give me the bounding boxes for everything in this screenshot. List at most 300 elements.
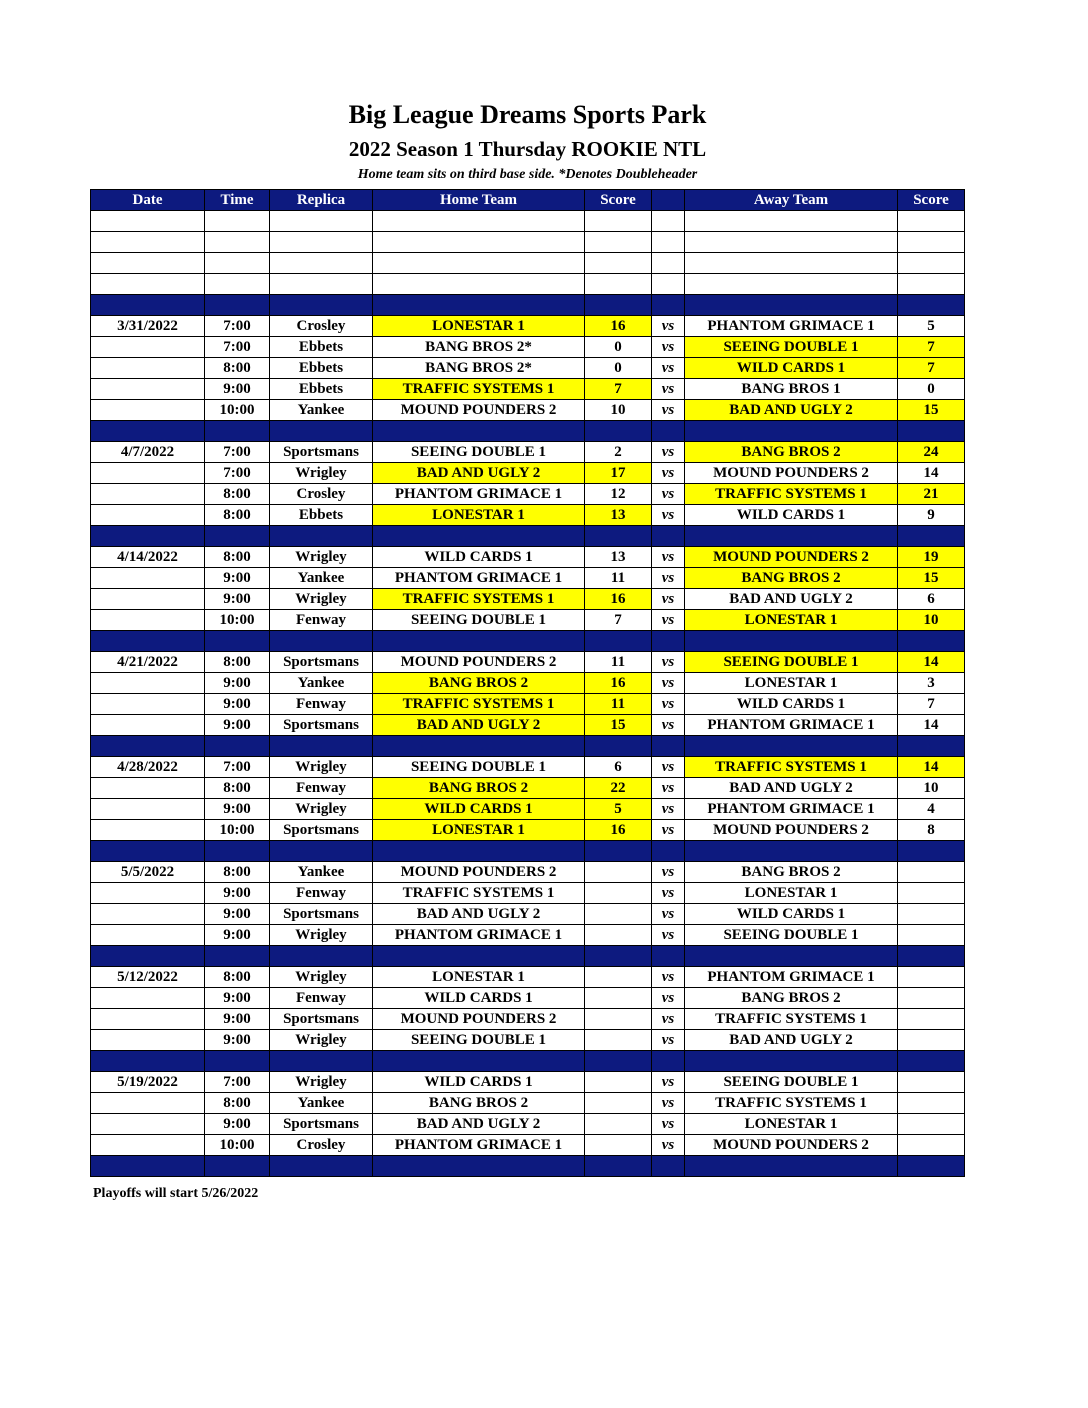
- empty-cell: [898, 1051, 965, 1072]
- empty-cell: [898, 421, 965, 442]
- game-row: [91, 904, 965, 925]
- field-cell: Ebbets: [270, 358, 373, 379]
- separator-row: [91, 1051, 965, 1072]
- home-team-cell: WILD CARDS 1: [373, 547, 585, 568]
- empty-cell: [373, 841, 585, 862]
- empty-cell: [91, 232, 205, 253]
- empty-cell: [373, 1156, 585, 1177]
- vs-label: vs: [652, 568, 685, 589]
- field-cell: Wrigley: [270, 925, 373, 946]
- separator-row: [91, 946, 965, 967]
- header-time: Time: [205, 190, 270, 211]
- time-cell: 9:00: [205, 715, 270, 736]
- empty-cell: [91, 526, 205, 547]
- away-team-cell: MOUND POUNDERS 2: [685, 547, 898, 568]
- empty-cell: [898, 295, 965, 316]
- home-score-cell: [585, 1135, 652, 1156]
- date-cell: [91, 379, 205, 400]
- away-team-cell: MOUND POUNDERS 2: [685, 463, 898, 484]
- game-row: [91, 694, 965, 715]
- vs-label: vs: [652, 547, 685, 568]
- empty-cell: [205, 232, 270, 253]
- home-score-cell: 11: [585, 694, 652, 715]
- date-cell: [91, 463, 205, 484]
- home-team-cell: LONESTAR 1: [373, 820, 585, 841]
- away-team-cell: SEEING DOUBLE 1: [685, 337, 898, 358]
- vs-label: vs: [652, 862, 685, 883]
- field-cell: Fenway: [270, 883, 373, 904]
- home-score-cell: 13: [585, 547, 652, 568]
- time-cell: 9:00: [205, 1009, 270, 1030]
- field-cell: Crosley: [270, 484, 373, 505]
- date-cell: [91, 337, 205, 358]
- time-cell: 8:00: [205, 652, 270, 673]
- away-team-cell: SEEING DOUBLE 1: [685, 925, 898, 946]
- empty-cell: [652, 1051, 685, 1072]
- home-score-cell: 22: [585, 778, 652, 799]
- time-cell: 10:00: [205, 1135, 270, 1156]
- empty-cell: [652, 211, 685, 232]
- vs-label: vs: [652, 820, 685, 841]
- field-cell: Yankee: [270, 862, 373, 883]
- vs-label: vs: [652, 400, 685, 421]
- date-cell: [91, 883, 205, 904]
- empty-cell: [270, 253, 373, 274]
- time-cell: 8:00: [205, 778, 270, 799]
- home-team-cell: LONESTAR 1: [373, 967, 585, 988]
- vs-label: vs: [652, 1072, 685, 1093]
- away-score-cell: [898, 883, 965, 904]
- time-cell: 9:00: [205, 673, 270, 694]
- empty-cell: [585, 946, 652, 967]
- away-score-cell: 7: [898, 358, 965, 379]
- date-cell: [91, 1135, 205, 1156]
- vs-label: vs: [652, 589, 685, 610]
- empty-cell: [685, 253, 898, 274]
- date-cell: 4/28/2022: [91, 757, 205, 778]
- field-cell: Fenway: [270, 694, 373, 715]
- home-team-cell: BANG BROS 2: [373, 1093, 585, 1114]
- vs-label: vs: [652, 379, 685, 400]
- home-team-cell: MOUND POUNDERS 2: [373, 1009, 585, 1030]
- away-team-cell: PHANTOM GRIMACE 1: [685, 715, 898, 736]
- home-score-cell: [585, 1072, 652, 1093]
- empty-cell: [91, 1051, 205, 1072]
- date-cell: [91, 715, 205, 736]
- field-cell: Yankee: [270, 568, 373, 589]
- empty-cell: [373, 274, 585, 295]
- empty-cell: [898, 274, 965, 295]
- time-cell: 7:00: [205, 337, 270, 358]
- home-score-cell: 17: [585, 463, 652, 484]
- away-score-cell: 14: [898, 652, 965, 673]
- away-score-cell: 3: [898, 673, 965, 694]
- game-row: [91, 400, 965, 421]
- date-cell: [91, 610, 205, 631]
- away-team-cell: LONESTAR 1: [685, 673, 898, 694]
- time-cell: 7:00: [205, 757, 270, 778]
- away-score-cell: 14: [898, 757, 965, 778]
- home-team-cell: BAD AND UGLY 2: [373, 715, 585, 736]
- home-team-cell: BAD AND UGLY 2: [373, 463, 585, 484]
- vs-label: vs: [652, 757, 685, 778]
- date-cell: [91, 589, 205, 610]
- separator-row: [91, 526, 965, 547]
- home-score-cell: [585, 1009, 652, 1030]
- empty-cell: [652, 841, 685, 862]
- home-team-cell: WILD CARDS 1: [373, 988, 585, 1009]
- home-team-cell: BAD AND UGLY 2: [373, 1114, 585, 1135]
- away-team-cell: WILD CARDS 1: [685, 505, 898, 526]
- game-row: [91, 820, 965, 841]
- empty-cell: [652, 736, 685, 757]
- game-row: [91, 862, 965, 883]
- field-cell: Sportsmans: [270, 442, 373, 463]
- away-team-cell: BAD AND UGLY 2: [685, 589, 898, 610]
- field-cell: Wrigley: [270, 1072, 373, 1093]
- empty-cell: [898, 1156, 965, 1177]
- away-team-cell: BANG BROS 1: [685, 379, 898, 400]
- field-cell: Ebbets: [270, 337, 373, 358]
- home-score-cell: 11: [585, 568, 652, 589]
- empty-cell: [373, 421, 585, 442]
- vs-label: vs: [652, 505, 685, 526]
- empty-cell: [685, 274, 898, 295]
- away-team-cell: BAD AND UGLY 2: [685, 400, 898, 421]
- vs-label: vs: [652, 988, 685, 1009]
- game-row: [91, 442, 965, 463]
- empty-cell: [91, 421, 205, 442]
- home-team-cell: MOUND POUNDERS 2: [373, 400, 585, 421]
- empty-cell: [585, 631, 652, 652]
- away-team-cell: BANG BROS 2: [685, 568, 898, 589]
- date-cell: 5/19/2022: [91, 1072, 205, 1093]
- away-team-cell: BANG BROS 2: [685, 862, 898, 883]
- home-team-cell: SEEING DOUBLE 1: [373, 610, 585, 631]
- game-row: [91, 379, 965, 400]
- field-cell: Crosley: [270, 316, 373, 337]
- empty-cell: [205, 211, 270, 232]
- home-team-cell: PHANTOM GRIMACE 1: [373, 484, 585, 505]
- empty-cell: [270, 1156, 373, 1177]
- empty-cell: [373, 295, 585, 316]
- home-team-cell: SEEING DOUBLE 1: [373, 442, 585, 463]
- away-score-cell: [898, 862, 965, 883]
- empty-cell: [205, 736, 270, 757]
- header-date: Date: [91, 190, 205, 211]
- game-row: [91, 778, 965, 799]
- date-cell: [91, 1030, 205, 1051]
- field-cell: Wrigley: [270, 589, 373, 610]
- empty-cell: [270, 274, 373, 295]
- blank-row: [91, 253, 965, 274]
- home-score-cell: [585, 1093, 652, 1114]
- empty-cell: [270, 295, 373, 316]
- empty-cell: [373, 946, 585, 967]
- date-cell: [91, 1093, 205, 1114]
- empty-cell: [898, 841, 965, 862]
- away-score-cell: 19: [898, 547, 965, 568]
- header-away-score: Score: [898, 190, 965, 211]
- date-cell: 5/5/2022: [91, 862, 205, 883]
- time-cell: 8:00: [205, 862, 270, 883]
- away-score-cell: [898, 1114, 965, 1135]
- field-cell: Crosley: [270, 1135, 373, 1156]
- empty-cell: [205, 631, 270, 652]
- separator-row: [91, 631, 965, 652]
- home-score-cell: [585, 925, 652, 946]
- empty-cell: [270, 841, 373, 862]
- away-team-cell: BAD AND UGLY 2: [685, 778, 898, 799]
- date-cell: [91, 484, 205, 505]
- vs-label: vs: [652, 799, 685, 820]
- home-score-cell: 15: [585, 715, 652, 736]
- away-team-cell: LONESTAR 1: [685, 610, 898, 631]
- away-score-cell: 24: [898, 442, 965, 463]
- empty-cell: [205, 841, 270, 862]
- empty-cell: [585, 1051, 652, 1072]
- away-score-cell: [898, 1009, 965, 1030]
- away-score-cell: [898, 1135, 965, 1156]
- empty-cell: [373, 736, 585, 757]
- away-team-cell: WILD CARDS 1: [685, 694, 898, 715]
- field-cell: Sportsmans: [270, 1009, 373, 1030]
- game-row: [91, 547, 965, 568]
- time-cell: 7:00: [205, 463, 270, 484]
- date-cell: [91, 673, 205, 694]
- empty-cell: [652, 1156, 685, 1177]
- game-row: [91, 673, 965, 694]
- home-team-cell: TRAFFIC SYSTEMS 1: [373, 379, 585, 400]
- empty-cell: [91, 295, 205, 316]
- away-team-cell: TRAFFIC SYSTEMS 1: [685, 1009, 898, 1030]
- empty-cell: [205, 526, 270, 547]
- game-row: [91, 1135, 965, 1156]
- time-cell: 9:00: [205, 988, 270, 1009]
- vs-label: vs: [652, 463, 685, 484]
- time-cell: 10:00: [205, 820, 270, 841]
- vs-label: vs: [652, 1135, 685, 1156]
- header-row: [91, 190, 965, 211]
- field-cell: Wrigley: [270, 463, 373, 484]
- game-row: [91, 1009, 965, 1030]
- empty-cell: [652, 526, 685, 547]
- date-cell: [91, 1009, 205, 1030]
- field-cell: Wrigley: [270, 967, 373, 988]
- empty-cell: [585, 253, 652, 274]
- empty-cell: [585, 211, 652, 232]
- home-score-cell: 10: [585, 400, 652, 421]
- header-away-team: Away Team: [685, 190, 898, 211]
- empty-cell: [91, 736, 205, 757]
- away-team-cell: BAD AND UGLY 2: [685, 1030, 898, 1051]
- date-cell: 4/14/2022: [91, 547, 205, 568]
- home-team-cell: WILD CARDS 1: [373, 1072, 585, 1093]
- away-team-cell: TRAFFIC SYSTEMS 1: [685, 1093, 898, 1114]
- header-home-team: Home Team: [373, 190, 585, 211]
- time-cell: 9:00: [205, 925, 270, 946]
- empty-cell: [652, 421, 685, 442]
- empty-cell: [91, 274, 205, 295]
- away-team-cell: TRAFFIC SYSTEMS 1: [685, 484, 898, 505]
- game-row: [91, 1093, 965, 1114]
- empty-cell: [205, 253, 270, 274]
- away-score-cell: [898, 925, 965, 946]
- empty-cell: [898, 211, 965, 232]
- separator-row: [91, 841, 965, 862]
- time-cell: 8:00: [205, 484, 270, 505]
- empty-cell: [205, 1156, 270, 1177]
- game-row: [91, 589, 965, 610]
- empty-cell: [585, 841, 652, 862]
- vs-label: vs: [652, 904, 685, 925]
- away-score-cell: 14: [898, 715, 965, 736]
- time-cell: 10:00: [205, 610, 270, 631]
- home-score-cell: 16: [585, 820, 652, 841]
- away-score-cell: [898, 1030, 965, 1051]
- empty-cell: [652, 946, 685, 967]
- away-team-cell: MOUND POUNDERS 2: [685, 1135, 898, 1156]
- game-row: [91, 358, 965, 379]
- date-cell: [91, 778, 205, 799]
- time-cell: 9:00: [205, 904, 270, 925]
- empty-cell: [270, 1051, 373, 1072]
- date-cell: [91, 925, 205, 946]
- schedule-table: [90, 189, 965, 1177]
- vs-label: vs: [652, 925, 685, 946]
- game-row: [91, 610, 965, 631]
- time-cell: 8:00: [205, 1093, 270, 1114]
- field-cell: Sportsmans: [270, 820, 373, 841]
- field-cell: Fenway: [270, 610, 373, 631]
- vs-label: vs: [652, 484, 685, 505]
- time-cell: 8:00: [205, 505, 270, 526]
- empty-cell: [585, 274, 652, 295]
- page-title: Big League Dreams Sports Park: [348, 100, 707, 129]
- time-cell: 9:00: [205, 1030, 270, 1051]
- empty-cell: [270, 211, 373, 232]
- time-cell: 9:00: [205, 799, 270, 820]
- away-score-cell: [898, 988, 965, 1009]
- empty-cell: [898, 253, 965, 274]
- field-cell: Sportsmans: [270, 715, 373, 736]
- home-score-cell: [585, 1114, 652, 1135]
- empty-cell: [652, 631, 685, 652]
- away-score-cell: 15: [898, 568, 965, 589]
- away-score-cell: [898, 967, 965, 988]
- empty-cell: [685, 211, 898, 232]
- date-cell: [91, 505, 205, 526]
- game-row: [91, 505, 965, 526]
- away-score-cell: 0: [898, 379, 965, 400]
- game-row: [91, 463, 965, 484]
- empty-cell: [685, 421, 898, 442]
- empty-cell: [373, 631, 585, 652]
- game-row: [91, 715, 965, 736]
- date-cell: 4/7/2022: [91, 442, 205, 463]
- home-team-cell: LONESTAR 1: [373, 316, 585, 337]
- away-score-cell: 4: [898, 799, 965, 820]
- home-score-cell: 0: [585, 358, 652, 379]
- empty-cell: [898, 526, 965, 547]
- empty-cell: [685, 841, 898, 862]
- away-team-cell: SEEING DOUBLE 1: [685, 1072, 898, 1093]
- empty-cell: [270, 526, 373, 547]
- home-team-cell: PHANTOM GRIMACE 1: [373, 568, 585, 589]
- playoffs-note: Playoffs will start 5/26/2022: [93, 1186, 259, 1201]
- home-team-cell: BAD AND UGLY 2: [373, 904, 585, 925]
- game-row: [91, 337, 965, 358]
- home-team-cell: LONESTAR 1: [373, 505, 585, 526]
- home-score-cell: 6: [585, 757, 652, 778]
- time-cell: 9:00: [205, 589, 270, 610]
- empty-cell: [373, 526, 585, 547]
- home-score-cell: [585, 904, 652, 925]
- field-cell: Sportsmans: [270, 904, 373, 925]
- empty-cell: [205, 274, 270, 295]
- game-row: [91, 988, 965, 1009]
- date-cell: [91, 400, 205, 421]
- game-row: [91, 1072, 965, 1093]
- home-team-cell: SEEING DOUBLE 1: [373, 757, 585, 778]
- away-score-cell: [898, 1072, 965, 1093]
- away-score-cell: 9: [898, 505, 965, 526]
- home-score-cell: [585, 967, 652, 988]
- away-team-cell: PHANTOM GRIMACE 1: [685, 799, 898, 820]
- empty-cell: [685, 736, 898, 757]
- empty-cell: [685, 295, 898, 316]
- game-row: [91, 568, 965, 589]
- time-cell: 10:00: [205, 400, 270, 421]
- empty-cell: [373, 1051, 585, 1072]
- empty-cell: [205, 421, 270, 442]
- home-score-cell: [585, 883, 652, 904]
- blank-row: [91, 232, 965, 253]
- game-row: [91, 967, 965, 988]
- empty-cell: [585, 1156, 652, 1177]
- empty-cell: [91, 946, 205, 967]
- home-team-cell: TRAFFIC SYSTEMS 1: [373, 589, 585, 610]
- empty-cell: [898, 631, 965, 652]
- away-score-cell: 7: [898, 337, 965, 358]
- home-team-cell: PHANTOM GRIMACE 1: [373, 1135, 585, 1156]
- empty-cell: [898, 232, 965, 253]
- field-cell: Yankee: [270, 673, 373, 694]
- page-subtitle: 2022 Season 1 Thursday ROOKIE NTL: [348, 137, 707, 161]
- time-cell: 7:00: [205, 316, 270, 337]
- field-cell: Yankee: [270, 1093, 373, 1114]
- game-row: [91, 316, 965, 337]
- separator-row: [91, 1156, 965, 1177]
- vs-label: vs: [652, 694, 685, 715]
- field-cell: Yankee: [270, 400, 373, 421]
- empty-cell: [205, 1051, 270, 1072]
- empty-cell: [270, 421, 373, 442]
- home-team-cell: BANG BROS 2: [373, 778, 585, 799]
- empty-cell: [585, 421, 652, 442]
- vs-label: vs: [652, 1114, 685, 1135]
- empty-cell: [685, 631, 898, 652]
- time-cell: 7:00: [205, 1072, 270, 1093]
- game-row: [91, 883, 965, 904]
- away-team-cell: LONESTAR 1: [685, 1114, 898, 1135]
- header-home-score: Score: [585, 190, 652, 211]
- field-cell: Wrigley: [270, 547, 373, 568]
- game-row: [91, 925, 965, 946]
- vs-label: vs: [652, 1009, 685, 1030]
- empty-cell: [91, 253, 205, 274]
- home-score-cell: 16: [585, 316, 652, 337]
